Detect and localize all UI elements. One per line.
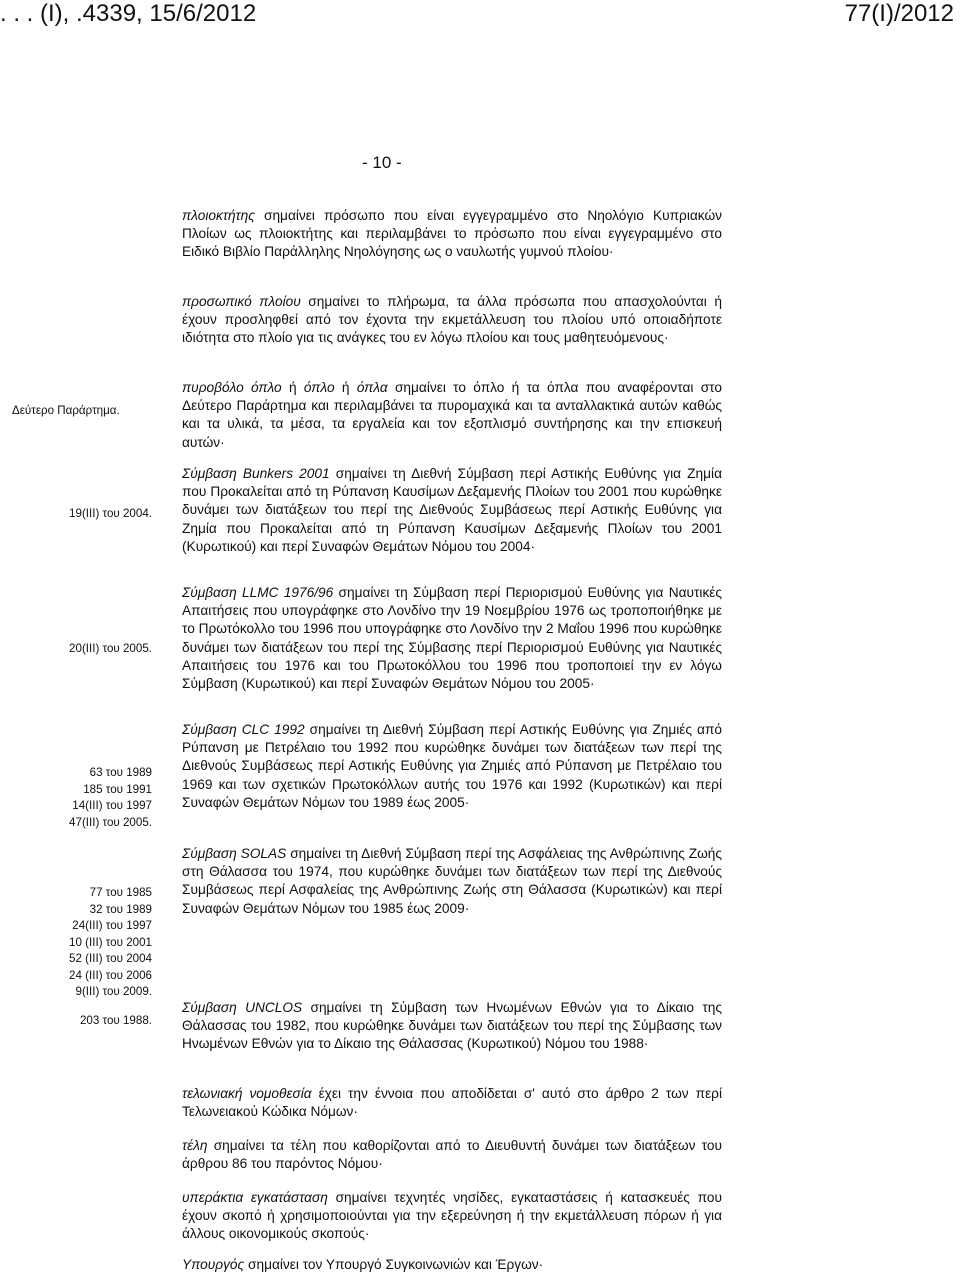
defined-term: Υπουργός: [182, 1257, 245, 1272]
margin-note-solas: [0, 885, 152, 1001]
gazette-header-left: . . . (I), .4339, 15/6/2012: [0, 0, 257, 27]
definition-shipowner: [182, 207, 722, 262]
defined-term: τελωνιακή νομοθεσία: [182, 1086, 312, 1101]
margin-note-clc: [0, 765, 152, 831]
defined-term: υπεράκτια εγκατάσταση: [182, 1190, 328, 1205]
defined-term: προσωπικό πλοίου: [182, 294, 301, 309]
definition-text: σημαίνει τη Διεθνή Σύμβαση περί της Ασφάλειας της Ανθρώπινης Ζωής στη Θάλασσα του 1974, που κυρώθηκε δυνάμει των διατάξεων των περί της Διεθνούς Συμβάσεως περί Ασφαλείας της Ανθρώπινης Ζωής στη Θάλασσα (Κυρωτικών) και περί Συναφών Θεμάτων Νόμων του 1985 έως 2009·: [182, 846, 722, 916]
margin-note-line: 185 του 1991: [83, 782, 152, 796]
margin-note-line: 19(III) του 2004.: [69, 507, 152, 520]
margin-note-second-schedule: Δεύτερο Παράρτημα.: [12, 404, 120, 417]
defined-term: τέλη: [182, 1138, 208, 1153]
definition-text: σημαίνει πρόσωπο που είναι εγγεγραμμένο στο Νηολόγιο Κυπριακών Πλοίων ως πλοιοκτήτης και περιλαμβάνει το πρόσωπο που είναι εγγεγραμμένο στο Ειδικό Βιβλίο Παράλληλης Νηολόγησης ως ο ναυλωτής γυμνού πλοίου·: [182, 208, 722, 260]
definition-text: σημαίνει τη Σύμβαση περί Περιορισμού Ευθύνης για Ναυτικές Απαιτήσεις που υπογράφηκε στο Λονδίνο την 19 Νοεμβρίου 1976 ως τροποποιήθηκε με το Πρωτόκολλο του 1996 που υπογράφηκε στο Λονδίνο την 2 Μαΐου 1996 που κυρώθηκε δυνάμει των διατάξεων του περί της Σύμβασης περί Περιορισμού Ευθύνης για Ναυτικές Απαιτήσεις του 1976 και του Πρωτοκόλλου του 1996 που τροποποιεί την εν λόγω Σύμβαση (Κυρωτικού) και περί Συναφών Θεμάτων Νόμου του 2005·: [182, 585, 722, 692]
definition-text: σημαίνει τη Διεθνή Σύμβαση περί Αστικής Ευθύνης για Ζημία που Προκαλείται από τη Ρύπανση Καυσίμων Δεξαμενής Πλοίων του 2001 που κυρώθηκε δυνάμει των διατάξεων του περί της Διεθνούς Συμβάσεως περί Αστικής Ευθύνης για Ζημία που Προκαλείται από τη Ρύπανση Καυσίμων Δεξαμενής Πλοίων του 2001 (Κυρωτικού) και περί Συναφών Θεμάτων Νόμου του 2004·: [182, 466, 722, 554]
definition-customs-legislation: [182, 1085, 722, 1121]
defined-term: πυροβόλο όπλο: [182, 380, 282, 395]
margin-note-unclos: [0, 1013, 152, 1030]
definition-fees: [182, 1137, 722, 1173]
definition-text: σημαίνει τη Διεθνή Σύμβαση περί Αστικής Ευθύνης για Ζημιές από Ρύπανση με Πετρέλαιο του 1992 που κυρώθηκε δυνάμει των διατάξεων των περί της Διεθνούς Συμβάσεως περί Αστικής Ευθύνης για Ζημιές από Ρύπανση με Πετρέλαιο του 1969 και των σχετικών Πρωτοκόλλων αυτής του 1976 και 1992 (Κυρωτικών) και περί Συναφών Θεμάτων Νόμων του 1989 έως 2005·: [182, 722, 723, 810]
definition-text: σημαίνει τη Σύμβαση των Ηνωμένων Εθνών για το Δίκαιο της Θάλασσας του 1982, που κυρώθηκε δυνάμει των διατάξεων του περί της Σύμβασης των Ηνωμένων Εθνών για το Δίκαιο της Θάλασσας (Κυρωτικού) Νόμου του 1988·: [182, 1000, 722, 1052]
definition-text: σημαίνει το όπλο ή τα όπλα που αναφέρονται στο Δεύτερο Παράρτημα και περιλαμβάνει τα πυρομαχικά και τα ανταλλακτικά αυτών καθώς και τα υλικά, τα μέσα, τα εργαλεία και τον εξοπλισμό συντήρησης και την επισκευή αυτών·: [182, 380, 723, 450]
defined-term: Σύμβαση LLMC 1976/96: [182, 585, 334, 600]
definition-text: σημαίνει τεχνητές νησίδες, εγκαταστάσεις ή κατασκευές που έχουν σκοπό ή χρησιμοποιούνται για την εξερεύνηση ή την εκμετάλλευση πόρων ή για άλλους οικονομικούς σκοπούς·: [182, 1190, 723, 1242]
definition-unclos-convention: [182, 999, 722, 1054]
term-separator: ή: [288, 380, 297, 395]
defined-term: όπλο: [303, 380, 335, 395]
definition-firearm: [182, 379, 722, 452]
definition-clc-convention: [182, 721, 722, 812]
margin-note-line: 63 του 1989: [89, 766, 152, 779]
page-number: - 10 -: [362, 153, 402, 172]
margin-note-line: 32 του 1989: [89, 902, 152, 916]
margin-note-line: 14(III) του 1997: [72, 799, 152, 812]
definition-minister: [182, 1256, 722, 1274]
margin-note-line: 47(III) του 2005.: [69, 815, 152, 829]
definition-llmc-convention: [182, 584, 722, 693]
margin-note-bunkers: [0, 506, 152, 523]
margin-note-line: 203 του 1988.: [79, 1014, 152, 1027]
margin-note-line: 24 (III) του 2006: [69, 968, 152, 982]
defined-term: Σύμβαση SOLAS: [182, 846, 287, 861]
margin-note-line: 10 (III) του 2001: [69, 935, 152, 949]
margin-note-line: 52 (III) του 2004: [69, 952, 152, 965]
definition-text: σημαίνει τα τέλη που καθορίζονται από το Διευθυντή δυνάμει των διατάξεων του άρθρου 86 του παρόντος Νόμου·: [182, 1138, 722, 1172]
defined-term: Σύμβαση CLC 1992: [182, 722, 305, 737]
term-separator: ή: [341, 380, 350, 395]
definition-solas-convention: [182, 845, 722, 918]
margin-note-llmc: [0, 641, 152, 658]
definition-text: σημαίνει το πλήρωμα, τα άλλα πρόσωπα που απασχολούνται ή έχουν προσληφθεί από τον έχοντα την εκμετάλλευση του πλοίου υπό οποιαδήποτε ιδιότητα στο πλοίο για τις ανάγκες του εν λόγω πλοίου και τους μαθητευόμενους·: [182, 294, 722, 346]
defined-term: πλοιοκτήτης: [182, 208, 255, 223]
definition-text: έχει την έννοια που αποδίδεται σ' αυτό στο άρθρο 2 των περί Τελωνειακού Κώδικα Νόμων·: [182, 1086, 722, 1120]
margin-note-line: 9(III) του 2009.: [75, 985, 152, 998]
definition-text: σημαίνει τον Υπουργό Συγκοινωνιών και Έργων·: [248, 1257, 544, 1272]
definition-bunkers-convention: [182, 465, 722, 556]
defined-term: Σύμβαση Bunkers 2001: [182, 466, 330, 481]
margin-note-line: 24(III) του 1997: [72, 919, 152, 932]
margin-note-line: 20(III) του 2005.: [69, 642, 152, 655]
defined-term: όπλα: [356, 380, 388, 395]
definition-ship-personnel: [182, 293, 722, 348]
law-number-header: 77(I)/2012: [844, 0, 954, 27]
defined-term: Σύμβαση UNCLOS: [182, 1000, 303, 1015]
definition-offshore-installation: [182, 1189, 722, 1244]
margin-note-line: 77 του 1985: [89, 886, 152, 899]
